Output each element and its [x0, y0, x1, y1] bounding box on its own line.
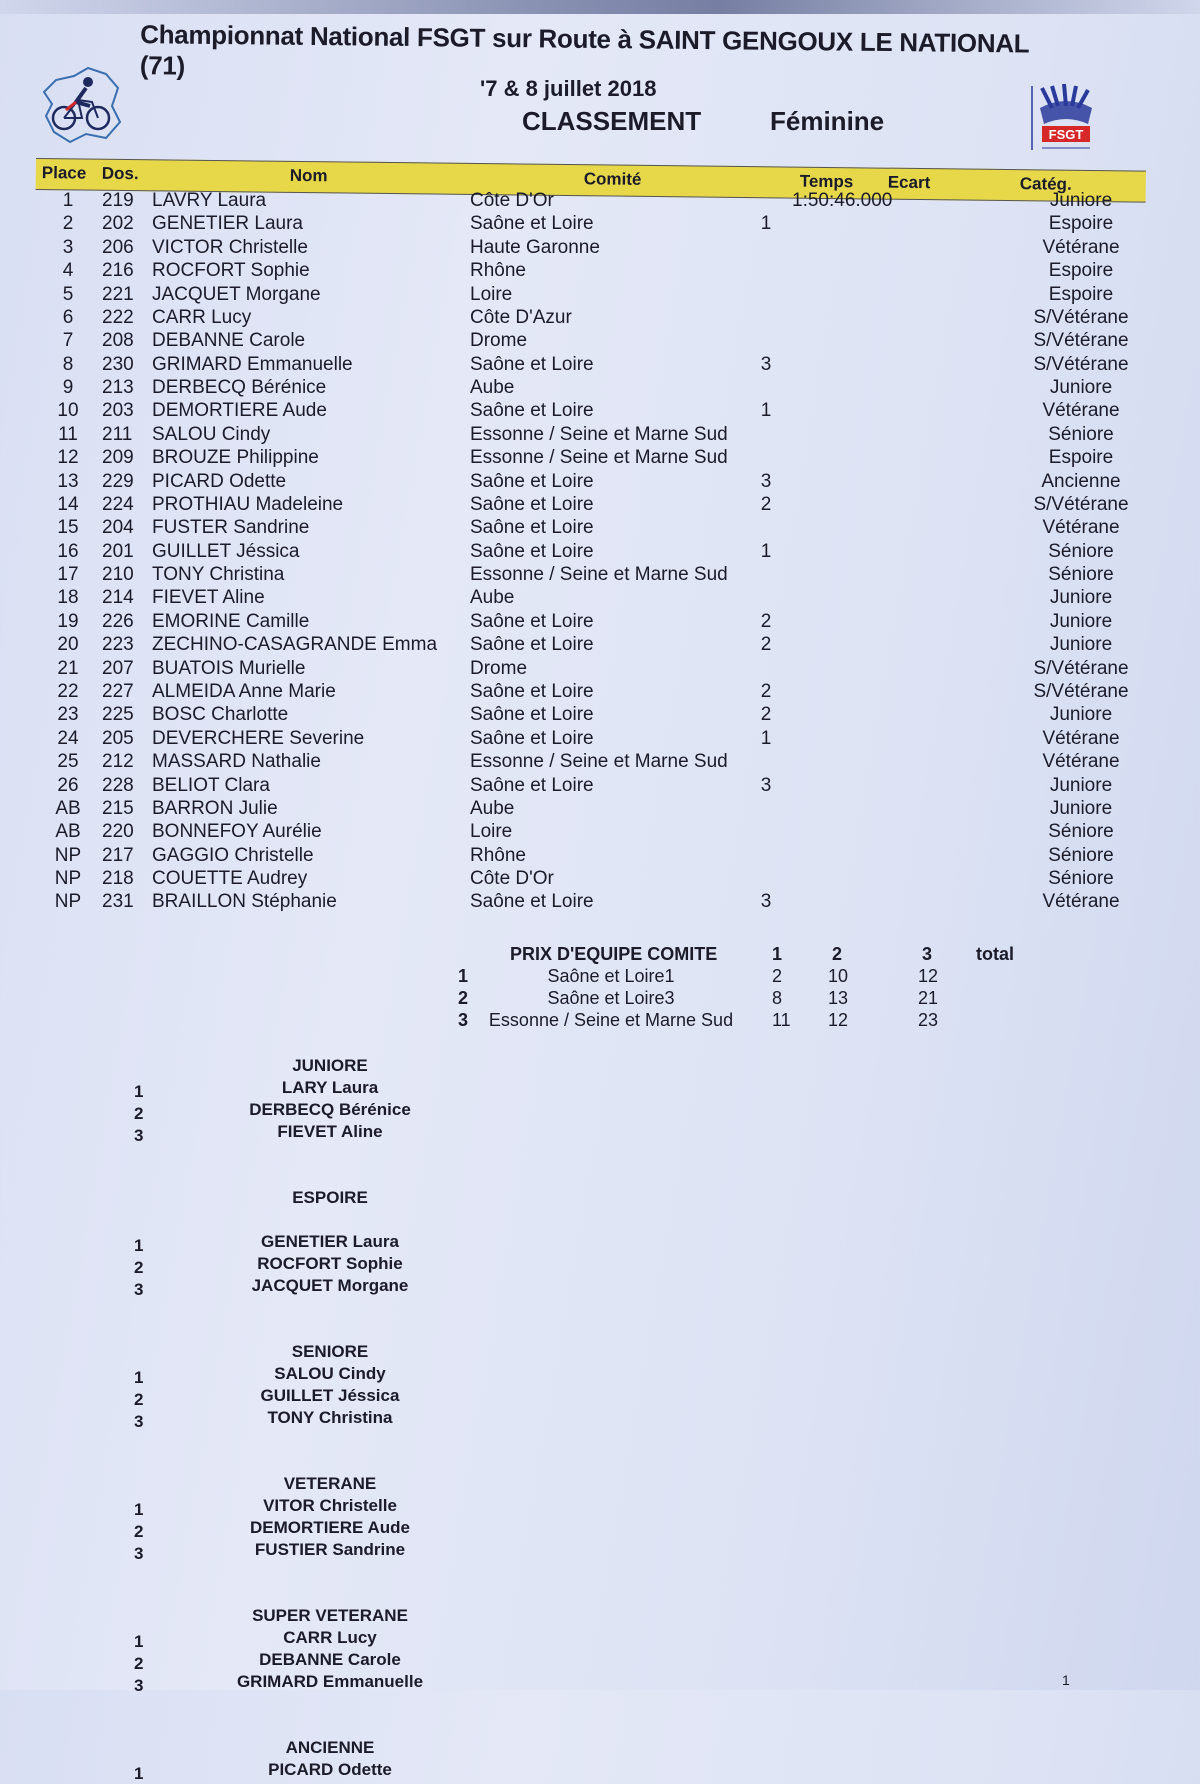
podium-name: VITOR Christelle	[263, 1496, 397, 1515]
place-cell: 1	[62, 190, 74, 211]
table-row	[40, 821, 1150, 843]
podium-name: TONY Christina	[267, 1408, 393, 1427]
podium-entry	[130, 1276, 490, 1298]
team-score-1: 2	[772, 966, 783, 986]
table-row	[40, 775, 1150, 797]
comite-cell: Rhône	[470, 260, 526, 282]
category-cell: Espoire	[1048, 283, 1114, 305]
podium-name: CARR Lucy	[283, 1628, 377, 1647]
name-cell: BOSC Charlotte	[152, 704, 289, 726]
place-cell: 13	[57, 470, 79, 492]
ecart-cell: 2	[760, 680, 772, 702]
category-cell: Vétérane	[1042, 891, 1120, 913]
podium-rank: 3	[134, 1412, 144, 1431]
table-row	[40, 284, 1150, 306]
comite-cell: Côte D'Or	[470, 190, 554, 211]
category-title: VETERANE	[283, 1474, 377, 1493]
team-score-3: 23	[918, 1010, 939, 1030]
place-cell: 5	[62, 283, 74, 305]
name-cell: DERBECQ Bérénice	[152, 377, 327, 399]
podium-name: SALOU Cindy	[274, 1364, 386, 1383]
name-cell: BROUZE Philippine	[152, 447, 319, 469]
ecart-cell: 2	[760, 493, 772, 515]
table-row	[40, 845, 1150, 867]
podium-entry	[130, 1232, 490, 1254]
dos-cell: 210	[102, 564, 134, 586]
category-title: SUPER VETERANE	[252, 1606, 408, 1625]
category-cell: Vétérane	[1042, 400, 1120, 422]
table-row	[40, 541, 1150, 563]
place-cell: 18	[57, 587, 79, 609]
podium-entry	[130, 1408, 490, 1430]
comite-cell: Saône et Loire	[470, 493, 594, 515]
place-cell: AB	[55, 797, 81, 819]
name-cell: BONNEFOY Aurélie	[152, 821, 322, 843]
name-cell: PICARD Odette	[152, 470, 287, 492]
comite-cell: Saône et Loire	[470, 400, 594, 422]
team-score-3: 12	[918, 966, 939, 986]
team-prize-row	[440, 1010, 1040, 1032]
dos-cell: 204	[102, 517, 134, 539]
podium-entry	[130, 1386, 490, 1408]
podium-entry	[130, 1364, 490, 1386]
dos-cell: 202	[102, 213, 134, 235]
ecart-cell: 3	[760, 774, 772, 796]
comite-cell: Saône et Loire	[470, 704, 594, 726]
category-cell: Vétérane	[1042, 517, 1120, 539]
dos-cell: 225	[102, 704, 134, 726]
name-cell: GENETIER Laura	[152, 213, 303, 235]
table-row	[40, 681, 1150, 703]
name-cell: DEMORTIERE Aude	[152, 400, 327, 422]
table-row	[40, 330, 1150, 352]
category-cell: S/Vétérane	[1033, 306, 1129, 328]
place-cell: 21	[57, 657, 79, 679]
comite-cell: Saône et Loire	[470, 680, 594, 702]
comite-cell: Essonne / Seine et Marne Sud	[470, 564, 728, 586]
comite-cell: Loire	[470, 821, 513, 843]
place-cell: 23	[57, 704, 79, 726]
dos-cell: 214	[102, 587, 134, 609]
podium-name: DERBECQ Bérénice	[249, 1100, 411, 1119]
podium-entry	[130, 1650, 490, 1672]
dos-cell: 221	[102, 283, 134, 305]
name-cell: ROCFORT Sophie	[152, 260, 310, 282]
place-cell: 19	[57, 610, 79, 632]
table-row	[40, 891, 1150, 913]
comite-cell: Haute Garonne	[470, 236, 600, 258]
place-cell: 26	[57, 774, 79, 796]
team-prize-col-2: 2	[832, 944, 843, 964]
place-cell: 11	[58, 423, 78, 445]
table-row	[40, 517, 1150, 539]
comite-cell: Aube	[470, 377, 515, 399]
name-cell: GRIMARD Emmanuelle	[152, 353, 353, 375]
dos-cell: 216	[102, 260, 134, 282]
cyclist-france-map-icon	[36, 62, 126, 146]
podium-entry	[130, 1100, 490, 1122]
category-cell: Séniore	[1048, 844, 1114, 866]
category-cell: Espoire	[1048, 260, 1114, 282]
ecart-cell: 1	[760, 213, 772, 235]
dos-cell: 231	[102, 891, 134, 913]
place-cell: 20	[57, 634, 79, 656]
team-score-1: 11	[772, 1010, 791, 1030]
table-row	[40, 634, 1150, 656]
table-row	[40, 704, 1150, 726]
category-cell: Vétérane	[1042, 751, 1120, 773]
category-cell: Séniore	[1048, 821, 1114, 843]
comite-cell: Saône et Loire	[470, 727, 594, 749]
name-cell: MASSARD Nathalie	[152, 751, 321, 773]
place-cell: 8	[62, 353, 74, 375]
podium-rank: 1	[134, 1500, 144, 1519]
table-row	[40, 237, 1150, 259]
podium-name: DEBANNE Carole	[259, 1650, 401, 1669]
dos-cell: 229	[102, 470, 134, 492]
name-cell: ZECHINO-CASAGRANDE Emma	[152, 634, 438, 656]
ecart-cell: 2	[760, 704, 772, 726]
comite-cell: Saône et Loire	[470, 634, 594, 656]
place-cell: 16	[57, 540, 79, 562]
podium-name: DEMORTIERE Aude	[250, 1518, 410, 1537]
name-cell: GUILLET Jéssica	[152, 540, 300, 562]
team-score-2: 10	[828, 966, 849, 986]
category-title: ANCIENNE	[285, 1738, 375, 1757]
podium-entry	[130, 1540, 490, 1562]
col-temps: Temps	[799, 171, 854, 192]
table-row	[40, 564, 1150, 586]
name-cell: DEVERCHERE Severine	[152, 727, 365, 749]
category-cell: Juniore	[1049, 190, 1113, 211]
podium-rank: 3	[134, 1126, 144, 1145]
category-cell: Espoire	[1048, 213, 1114, 235]
name-cell: BUATOIS Murielle	[152, 657, 306, 679]
name-cell: PROTHIAU Madeleine	[152, 493, 344, 515]
category-cell: Juniore	[1049, 774, 1113, 796]
comite-cell: Saône et Loire	[470, 774, 594, 796]
dos-cell: 230	[102, 353, 134, 375]
place-cell: NP	[54, 868, 82, 890]
comite-cell: Essonne / Seine et Marne Sud	[470, 447, 728, 469]
podium-rank: 1	[134, 1368, 144, 1387]
podium-name: LARY Laura	[281, 1078, 379, 1097]
category-cell: S/Vétérane	[1033, 330, 1129, 352]
place-cell: 4	[62, 260, 74, 282]
comite-cell: Saône et Loire	[470, 891, 594, 913]
table-row	[40, 260, 1150, 282]
category-cell: Séniore	[1048, 540, 1114, 562]
comite-cell: Essonne / Seine et Marne Sud	[470, 423, 728, 445]
col-nom: Nom	[289, 165, 328, 186]
comite-cell: Côte D'Or	[470, 868, 554, 890]
team-name: Saône et Loire3	[547, 988, 675, 1008]
podium-entry	[130, 1122, 490, 1144]
event-date: '7 & 8 juillet 2018	[480, 76, 657, 101]
name-cell: DEBANNE Carole	[152, 330, 306, 352]
dos-cell: 224	[102, 493, 134, 515]
place-cell: 6	[62, 306, 74, 328]
podium-entry	[130, 1496, 490, 1518]
podium-rank: 3	[134, 1676, 144, 1695]
podium-name: PICARD Odette	[268, 1760, 392, 1779]
place-cell: 7	[62, 330, 74, 352]
table-row	[40, 471, 1150, 493]
ecart-cell: 3	[760, 891, 772, 913]
team-prize-col-total: total	[976, 944, 1014, 964]
podium-name: GRIMARD Emmanuelle	[236, 1672, 424, 1691]
category-cell: Vétérane	[1042, 236, 1120, 258]
comite-cell: Essonne / Seine et Marne Sud	[470, 751, 728, 773]
table-row	[40, 447, 1150, 469]
col-categ: Catég.	[1019, 174, 1072, 194]
comite-cell: Saône et Loire	[470, 540, 594, 562]
table-row	[40, 728, 1150, 750]
name-cell: JACQUET Morgane	[152, 283, 321, 305]
dos-cell: 207	[102, 657, 134, 679]
category-cell: Vétérane	[1042, 727, 1120, 749]
table-row	[40, 611, 1150, 633]
place-cell: 25	[57, 751, 79, 773]
comite-cell: Saône et Loire	[470, 213, 594, 235]
comite-cell: Saône et Loire	[470, 610, 594, 632]
table-row	[40, 868, 1150, 890]
place-cell: 10	[57, 400, 79, 422]
dos-cell: 227	[102, 680, 134, 702]
category-cell: Juniore	[1049, 610, 1113, 632]
name-cell: TONY Christina	[152, 564, 285, 586]
name-cell: FIEVET Aline	[152, 587, 265, 609]
dos-cell: 218	[102, 868, 134, 890]
dos-cell: 222	[102, 306, 134, 328]
col-dos: Dos.	[101, 163, 139, 184]
dos-cell: 220	[102, 821, 134, 843]
col-comite: Comité	[583, 169, 642, 189]
team-name: Essonne / Seine et Marne Sud	[488, 1010, 734, 1030]
podium-rank: 2	[134, 1258, 144, 1277]
name-cell: SALOU Cindy	[152, 423, 271, 445]
podium-entry	[130, 1078, 490, 1100]
comite-cell: Côte D'Azur	[470, 306, 572, 328]
dos-cell: 209	[102, 447, 134, 469]
podium-name: FIEVET Aline	[277, 1122, 383, 1141]
category-title: JUNIORE	[292, 1056, 368, 1075]
time-cell: 1:50:46.000	[792, 190, 893, 211]
podium-entry	[130, 1628, 490, 1650]
comite-cell: Aube	[470, 797, 515, 819]
comite-cell: Saône et Loire	[470, 517, 594, 539]
comite-cell: Loire	[470, 283, 513, 305]
podium-name: GENETIER Laura	[261, 1232, 399, 1251]
podium-entry	[130, 1672, 490, 1694]
place-cell: 22	[57, 680, 79, 702]
category-cell: Séniore	[1048, 423, 1114, 445]
podium-rank: 1	[134, 1632, 144, 1651]
ecart-cell: 1	[760, 727, 772, 749]
podium-rank: 2	[134, 1522, 144, 1541]
dos-cell: 223	[102, 634, 134, 656]
table-row	[40, 658, 1150, 680]
team-prize-title: PRIX D'EQUIPE COMITE	[510, 944, 718, 964]
category-cell: S/Vétérane	[1033, 493, 1129, 515]
name-cell: COUETTE Audrey	[152, 868, 308, 890]
podium-name: ROCFORT Sophie	[257, 1254, 403, 1273]
category-cell: Ancienne	[1041, 470, 1121, 492]
table-row	[40, 400, 1150, 422]
dos-cell: 213	[102, 377, 134, 399]
table-row	[40, 307, 1150, 329]
place-cell: 17	[57, 564, 79, 586]
classement-heading: CLASSEMENT	[522, 106, 702, 136]
team-score-3: 21	[918, 988, 939, 1008]
podium-name: FUSTIER Sandrine	[254, 1540, 406, 1559]
comite-cell: Aube	[470, 587, 515, 609]
podium-rank: 1	[134, 1236, 144, 1255]
category-cell: Juniore	[1049, 587, 1113, 609]
team-score-2: 12	[828, 1010, 849, 1030]
table-row	[40, 213, 1150, 235]
place-cell: AB	[55, 821, 81, 843]
ecart-cell: 3	[760, 353, 772, 375]
place-cell: 15	[57, 517, 79, 539]
place-cell: 2	[62, 213, 74, 235]
team-name: Saône et Loire1	[547, 966, 675, 986]
team-prize-col-1: 1	[772, 944, 783, 964]
ecart-cell: 1	[760, 400, 772, 422]
category-cell: Juniore	[1049, 704, 1113, 726]
team-score-2: 13	[828, 988, 849, 1008]
dos-cell: 226	[102, 610, 134, 632]
name-cell: BRAILLON Stéphanie	[152, 891, 337, 913]
podium-name: JACQUET Morgane	[251, 1276, 409, 1295]
podium-name: GUILLET Jéssica	[260, 1386, 400, 1405]
svg-text:FSGT: FSGT	[1048, 127, 1084, 142]
dos-cell: 215	[102, 797, 134, 819]
table-row	[40, 798, 1150, 820]
category-title: ESPOIRE	[292, 1188, 368, 1207]
dos-cell: 228	[102, 774, 134, 796]
podium-rank: 1	[134, 1764, 144, 1783]
name-cell: ALMEIDA Anne Marie	[152, 680, 336, 702]
table-row	[40, 587, 1150, 609]
place-cell: 3	[62, 236, 74, 258]
page-title: Championnat National FSGT sur Route à SAINT GENGOUX LE NATIONAL (71)	[139, 19, 1030, 81]
category-cell: Séniore	[1048, 868, 1114, 890]
podium-entry	[130, 1254, 490, 1276]
table-row	[40, 424, 1150, 446]
ecart-cell: 3	[760, 470, 772, 492]
place-cell: 12	[57, 447, 79, 469]
name-cell: BARRON Julie	[152, 797, 278, 819]
dos-cell: 219	[102, 190, 134, 211]
name-cell: GAGGIO Christelle	[152, 844, 314, 866]
table-row	[40, 751, 1150, 773]
team-rank: 2	[458, 988, 469, 1008]
podium-rank: 1	[134, 1082, 144, 1101]
table-row	[40, 494, 1150, 516]
team-prize-col-3: 3	[922, 944, 933, 964]
place-cell: 9	[62, 377, 74, 399]
dos-cell: 203	[102, 400, 134, 422]
team-prize-row	[440, 966, 1040, 988]
category-cell: S/Vétérane	[1033, 353, 1129, 375]
comite-cell: Rhône	[470, 844, 526, 866]
category-cell: S/Vétérane	[1033, 680, 1129, 702]
podium-rank: 2	[134, 1654, 144, 1673]
name-cell: VICTOR Christelle	[152, 236, 308, 258]
podium-rank: 2	[134, 1104, 144, 1123]
comite-cell: Saône et Loire	[470, 353, 594, 375]
category-cell: S/Vétérane	[1033, 657, 1129, 679]
dos-cell: 206	[102, 236, 134, 258]
podium-rank: 3	[134, 1280, 144, 1299]
category-cell: Juniore	[1049, 797, 1113, 819]
name-cell: LAVRY Laura	[152, 190, 267, 211]
name-cell: FUSTER Sandrine	[152, 517, 310, 539]
team-score-1: 8	[772, 988, 783, 1008]
category-cell: Espoire	[1048, 447, 1114, 469]
name-cell: CARR Lucy	[152, 306, 252, 328]
dos-cell: 205	[102, 727, 134, 749]
ecart-cell: 2	[760, 634, 772, 656]
team-rank: 3	[458, 1010, 469, 1030]
col-place: Place	[41, 163, 87, 183]
team-rank: 1	[458, 966, 469, 986]
dos-cell: 217	[102, 844, 134, 866]
fsgt-logo-icon	[1028, 78, 1104, 158]
comite-cell: Drome	[470, 657, 528, 679]
ecart-cell: 2	[760, 610, 772, 632]
table-row	[40, 354, 1150, 376]
category-cell: Juniore	[1049, 634, 1113, 656]
comite-cell: Saône et Loire	[470, 470, 594, 492]
place-cell: NP	[54, 844, 82, 866]
dos-cell: 208	[102, 330, 134, 352]
category-cell: Juniore	[1049, 377, 1113, 399]
place-cell: 24	[57, 727, 79, 749]
place-cell: 14	[57, 493, 79, 515]
place-cell: NP	[54, 891, 82, 913]
podium-entry	[130, 1518, 490, 1540]
name-cell: BELIOT Clara	[152, 774, 270, 796]
dos-cell: 212	[102, 751, 134, 773]
dos-cell: 211	[102, 423, 133, 445]
category-title: SENIORE	[291, 1342, 369, 1361]
category-heading: Féminine	[770, 106, 885, 136]
table-row	[40, 377, 1150, 399]
col-ecart: Ecart	[887, 172, 931, 193]
podium-rank: 2	[134, 1390, 144, 1409]
table-row	[40, 190, 1150, 212]
ecart-cell: 1	[760, 540, 772, 562]
comite-cell: Drome	[470, 330, 528, 352]
podium-entry	[130, 1760, 490, 1782]
photo-top-edge	[0, 0, 1200, 14]
name-cell: EMORINE Camille	[152, 610, 310, 632]
page-number: 1	[1062, 1672, 1070, 1688]
podium-rank: 3	[134, 1544, 144, 1563]
dos-cell: 201	[102, 540, 134, 562]
team-prize-row	[440, 988, 1040, 1010]
category-cell: Séniore	[1048, 564, 1114, 586]
